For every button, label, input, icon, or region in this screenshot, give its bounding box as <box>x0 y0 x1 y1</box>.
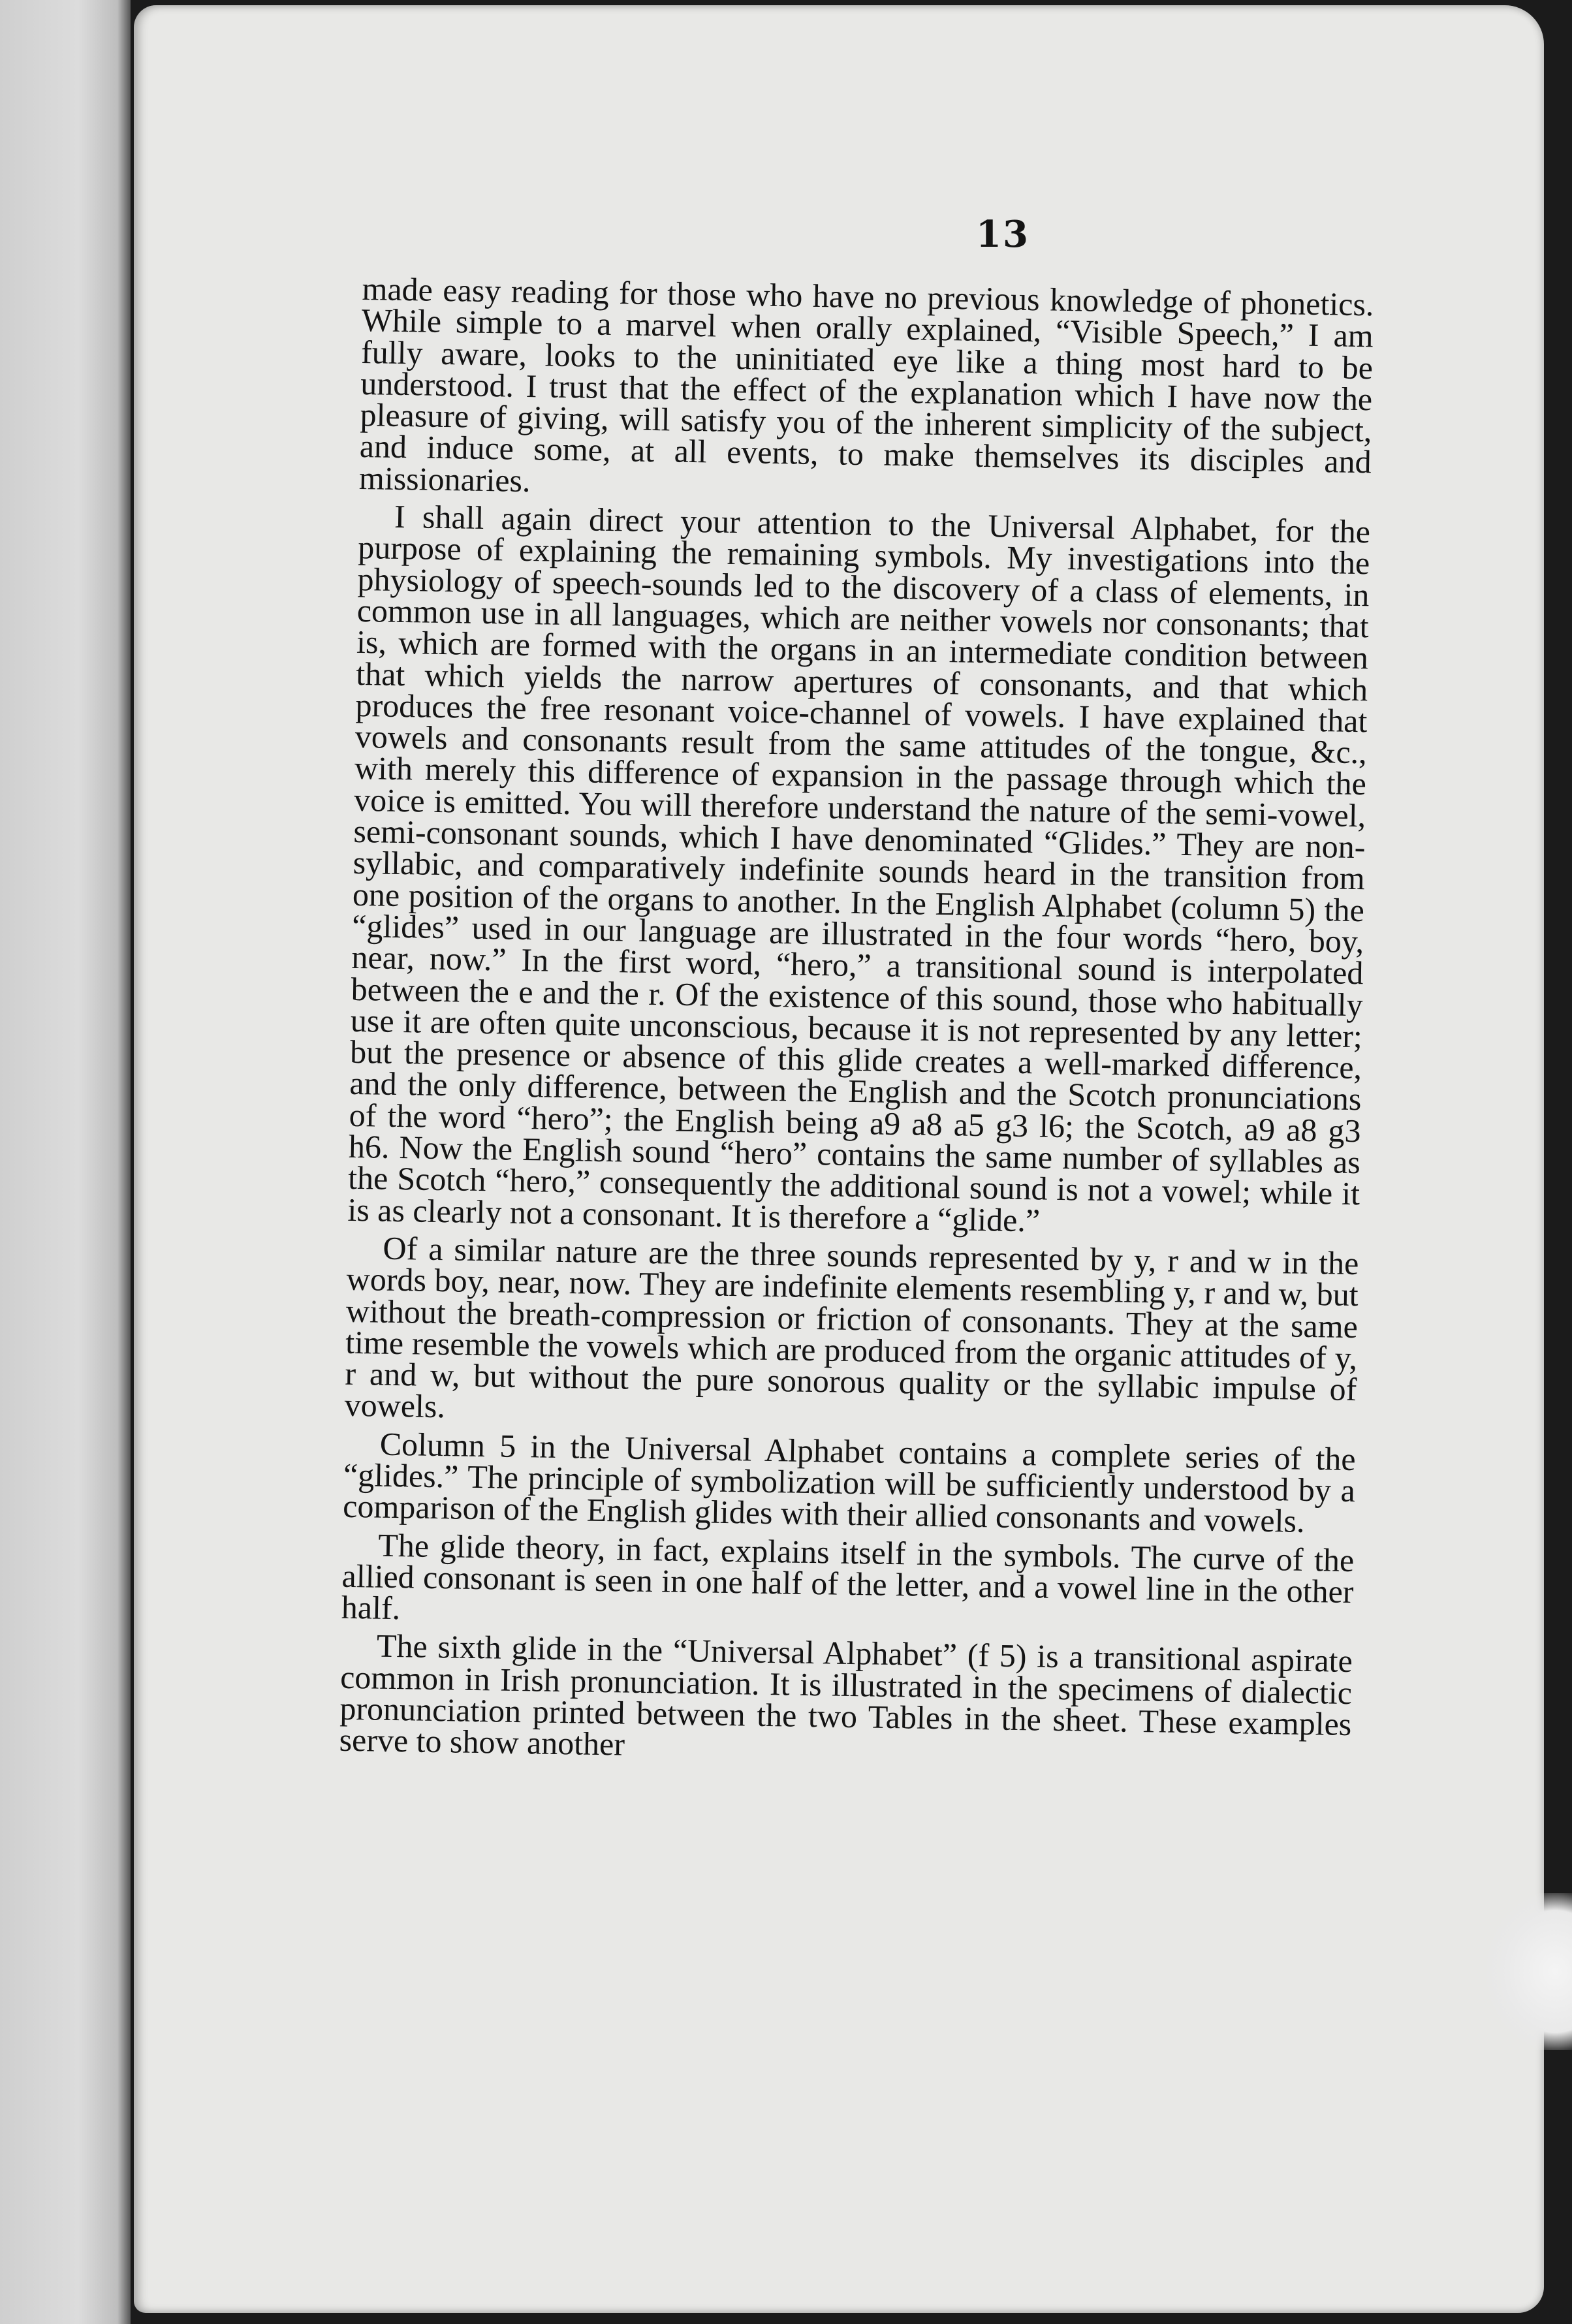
body-text <box>339 270 1374 1778</box>
page-number: 13 <box>976 213 1030 256</box>
paragraph: The glide theory, in fact, explains itself in the symbols. The curve of the allied consonant is seen in one half of the letter, and a vowel line in the other half. <box>341 1526 1355 1627</box>
paragraph: Of a similar nature are the three sounds represented by y, r and w in the words boy, near, now. They are indefinite elements resembling y, r and w, but without the breath-compression or friction of consonants. They at the same time resemble the vowels which are produced from the organic attitudes of y, r and w, but without the pure sonorous quality or the syllabic impulse of vowels. <box>344 1229 1359 1425</box>
paragraph: The sixth glide in the “Universal Alphabet” (f 5) is a transitional aspirate common in Irish pronunciation. It is illustrated in the specimens of dialectic pronunciation printed between the two Tables in the sheet. These examples serve to show another <box>339 1627 1353 1763</box>
paragraph: Column 5 in the Universal Alphabet contains a complete series of the “glides.” The principle of symbolization will be sufficiently understood by a comparison of the English glides with their allied consonants and vowels. <box>342 1425 1357 1540</box>
paragraph: made easy reading for those who have no previous knowledge of phonetics. While simple to a marvel when orally explained, “Visible Speech,” I am fully aware, looks to the uninitiated eye like a thing most hard to be understood. I trust that the effect of the explanation which I have now the pleasure of giving, will satisfy you of the inherent simplicity of the subject, and induce some, at all events, to make themselves its disciples and missionaries. <box>358 270 1374 499</box>
facing-page-edge <box>0 0 131 2324</box>
paper-stain <box>1487 1893 1572 2050</box>
paragraph: I shall again direct your attention to the Universal Alphabet, for the purpose of explaining the remaining symbols. My investigations into the physiology of speech-sounds led to the discovery of a class of elements, in common use in all languages, which are neither vowels nor consonants; that is, which are formed with the organs in an intermediate condition between that which yields the narrow apertures of consonants, and that which produces the free resonant voice-channel of vowels. I have explained that vowels and consonants result from the same attitudes of the tongue, &c., with merely this difference of expansion in the passage through which the voice is emitted. You will therefore understand the nature of the semi-vowel, semi-consonant sounds, which I have denominated “Glides.” They are non-syllabic, and comparatively indefinite sounds heard in the transition from one position of the organs to another. In the English Alphabet (column 5) the “glides” used in our language are illustrated in the four words “hero, boy, near, now.” In the first word, “hero,” a transitional sound is interpolated between the e and the r. Of the existence of this sound, those who habitually use it are often quite unconscious, because it is not represented by any letter; but the presence or absence of this glide creates a well-marked difference, and the only difference, between the English and the Scotch pronunciations of the word “hero”; the English being a9 a8 a5 g3 l6; the Scotch, a9 a8 g3 h6. Now the English sound “hero” contains the same number of syllables as the Scotch “hero,” consequently the additional sound is not a vowel; while it is as clearly not a consonant. It is therefore a “glide.” <box>347 497 1371 1239</box>
